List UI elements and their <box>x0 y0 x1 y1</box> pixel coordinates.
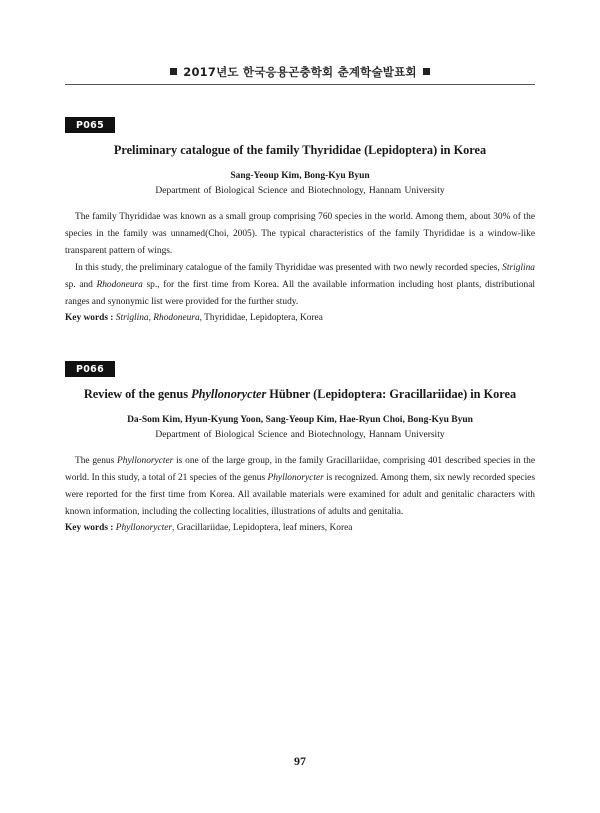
abstract-title <box>65 386 535 402</box>
abstract-title: Preliminary catalogue of the family Thyrididae (Lepidoptera) in Korea <box>113 143 487 157</box>
keywords-line <box>65 521 535 536</box>
paragraph-text: is recognized. Among them, six newly recorded species were reported for the first time from Korea. All available materials were examined for adult and genitalic characters with known information, including the collecting localities, illustrations of adults and genitalia. <box>65 473 535 517</box>
genus-name: Striglina <box>502 263 535 273</box>
abstract-authors: Da-Som Kim, Hyun-Kyung Yoon, Sang-Yeoup Kim, Hae-Ryun Choi, Bong-Kyu Byun <box>127 415 473 425</box>
paragraph-text: sp. and <box>65 280 97 290</box>
abstract-id-badge: P066 <box>65 361 115 377</box>
paragraph-text: The family Thyrididae was known as a small group comprising 760 species in the world. Among them, about 30% of the species in the family was unnamed(Choi, 2005). The typical characteristics of the family Thyrididae is a window-like transparent pattern of wings. <box>65 212 535 256</box>
paragraph-text: The genus <box>75 456 118 466</box>
genus-name: Phyllonorycter <box>267 473 324 483</box>
title-text: Hübner (Lepidoptera: Gracillariidae) in Korea <box>266 387 517 401</box>
title-genus: Phyllonorycter <box>191 387 267 401</box>
abstract-id-badge: P065 <box>65 117 115 133</box>
abstract-authors: Sang-Yeoup Kim, Bong-Kyu Byun <box>230 171 370 181</box>
square-bullet-icon <box>170 68 177 75</box>
title-text: Review of the genus <box>83 387 192 401</box>
keyword-genus: Rhodoneura <box>153 313 200 323</box>
page-number: 97 <box>294 754 306 768</box>
keywords-label: Key words : <box>65 313 114 323</box>
header-rule <box>65 84 535 85</box>
keywords-label: Key words : <box>65 523 114 533</box>
paragraph-text: is one of the large group, in the family Gracillariidae, comprising 401 described species in the world. In this study, a total of 21 species of the genus <box>65 456 535 483</box>
paragraph-text: In this study, the preliminary catalogue of the family Thyrididae was presented with two newly recorded species, <box>75 263 503 273</box>
abstract-affiliation: Department of Biological Science and Biotechnology, Hannam University <box>155 186 445 196</box>
abstract-paragraph <box>65 453 535 521</box>
square-bullet-icon <box>423 68 430 75</box>
keyword-separator: , <box>148 313 154 323</box>
paragraph-text: sp., for the first time from Korea. All the available information including host plants, distributional ranges and synonymic list were provided for the further study. <box>65 280 535 307</box>
running-header <box>65 64 535 80</box>
running-header-title: 2017년도 한국응용곤충학회 춘계학술발표회 <box>183 65 417 79</box>
abstract-body <box>65 209 535 311</box>
abstract-p066 <box>65 359 535 536</box>
abstract-paragraph <box>65 209 535 260</box>
abstract-affiliation: Department of Biological Science and Biotechnology, Hannam University <box>155 430 445 440</box>
keyword-genus: Striglina <box>115 313 149 323</box>
keyword-list: , Gracillariidae, Lepidoptera, leaf miners, Korea <box>172 523 353 533</box>
keyword-genus: Phyllonorycter <box>115 523 173 533</box>
abstract-paragraph <box>65 260 535 311</box>
genus-name: Phyllonorycter <box>117 456 174 466</box>
keyword-list: , Thyrididae, Lepidoptera, Korea <box>199 313 323 323</box>
keywords-line <box>65 311 535 326</box>
genus-name: Rhodoneura <box>96 280 143 290</box>
abstract-p065 <box>65 115 535 326</box>
abstract-body <box>65 453 535 521</box>
